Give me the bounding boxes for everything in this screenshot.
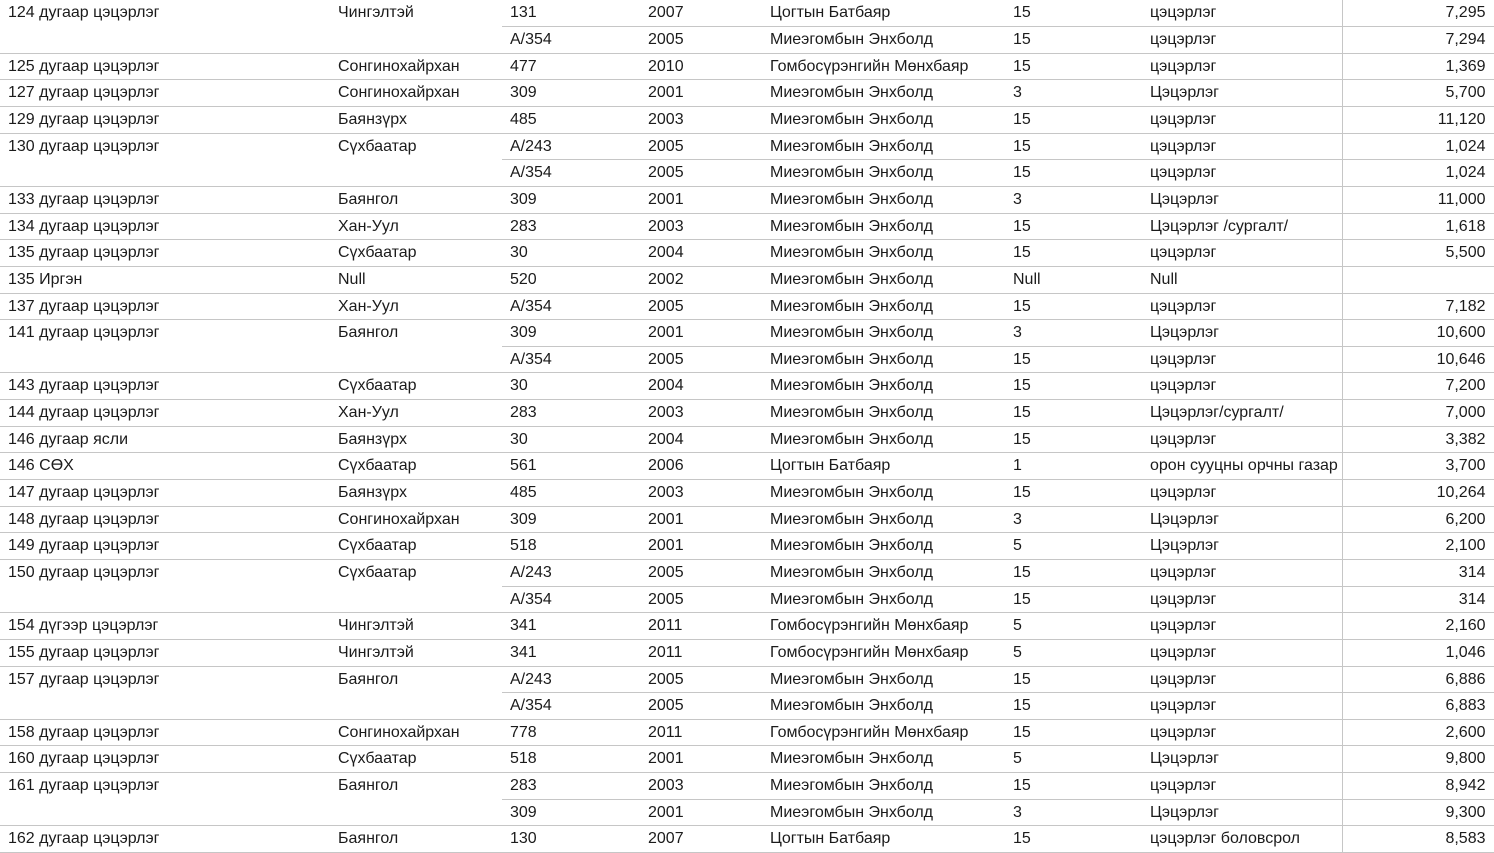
cell-name: 157 дугаар цэцэрлэг (0, 666, 330, 719)
cell-person: Миеэгомбын Энхболд (762, 293, 1005, 320)
cell-district: Хан-Уул (330, 293, 502, 320)
cell-value: 6,886 (1342, 666, 1494, 693)
cell-count: 15 (1005, 586, 1142, 613)
cell-name: 162 дугаар цэцэрлэг (0, 826, 330, 853)
cell-type: цэцэрлэг (1142, 133, 1342, 160)
cell-person: Миеэгомбын Энхболд (762, 133, 1005, 160)
cell-count: 15 (1005, 773, 1142, 800)
cell-value: 7,200 (1342, 373, 1494, 400)
table-row (0, 373, 1494, 400)
cell-name: 127 дугаар цэцэрлэг (0, 80, 330, 107)
cell-person: Цогтын Батбаяр (762, 826, 1005, 853)
cell-value: 11,000 (1342, 186, 1494, 213)
cell-value: 5,700 (1342, 80, 1494, 107)
cell-count: 15 (1005, 426, 1142, 453)
cell-value: 314 (1342, 586, 1494, 613)
cell-name: 161 дугаар цэцэрлэг (0, 773, 330, 826)
cell-year: 2005 (640, 133, 762, 160)
cell-value: 7,295 (1342, 0, 1494, 27)
cell-person: Миеэгомбын Энхболд (762, 746, 1005, 773)
cell-name: 155 дугаар цэцэрлэг (0, 639, 330, 666)
cell-year: 2003 (640, 400, 762, 427)
cell-year: 2002 (640, 266, 762, 293)
cell-district: Сүхбаатар (330, 453, 502, 480)
cell-no: 283 (502, 400, 640, 427)
cell-type: цэцэрлэг (1142, 586, 1342, 613)
cell-name: 147 дугаар цэцэрлэг (0, 480, 330, 507)
cell-count: 15 (1005, 559, 1142, 586)
cell-type: Null (1142, 266, 1342, 293)
cell-no: 131 (502, 0, 640, 27)
cell-count: 3 (1005, 506, 1142, 533)
cell-person: Миеэгомбын Энхболд (762, 346, 1005, 373)
cell-person: Миеэгомбын Энхболд (762, 320, 1005, 347)
cell-person: Миеэгомбын Энхболд (762, 266, 1005, 293)
cell-no: 30 (502, 426, 640, 453)
cell-name: 134 дугаар цэцэрлэг (0, 213, 330, 240)
cell-count: 15 (1005, 107, 1142, 134)
cell-value: 1,024 (1342, 160, 1494, 187)
cell-count: 15 (1005, 133, 1142, 160)
cell-no: А/354 (502, 293, 640, 320)
cell-value: 1,369 (1342, 53, 1494, 80)
cell-name: 150 дугаар цэцэрлэг (0, 559, 330, 612)
cell-person: Гомбосүрэнгийн Мөнхбаяр (762, 613, 1005, 640)
cell-name: 137 дугаар цэцэрлэг (0, 293, 330, 320)
cell-year: 2004 (640, 240, 762, 267)
cell-name: 129 дугаар цэцэрлэг (0, 107, 330, 134)
cell-district: Сүхбаатар (330, 133, 502, 186)
cell-name: 158 дугаар цэцэрлэг (0, 719, 330, 746)
table-row (0, 533, 1494, 560)
cell-year: 2004 (640, 373, 762, 400)
cell-year: 2004 (640, 426, 762, 453)
cell-count: 15 (1005, 826, 1142, 853)
cell-year: 2011 (640, 719, 762, 746)
cell-value: 7,182 (1342, 293, 1494, 320)
cell-no: 485 (502, 480, 640, 507)
table-row (0, 773, 1494, 800)
cell-value: 9,800 (1342, 746, 1494, 773)
cell-value: 6,883 (1342, 693, 1494, 720)
cell-year: 2003 (640, 107, 762, 134)
cell-count: 15 (1005, 0, 1142, 27)
cell-year: 2011 (640, 639, 762, 666)
cell-value: 2,600 (1342, 719, 1494, 746)
table-row (0, 240, 1494, 267)
cell-no: 341 (502, 613, 640, 640)
cell-person: Миеэгомбын Энхболд (762, 27, 1005, 54)
cell-name: 124 дугаар цэцэрлэг (0, 0, 330, 53)
cell-type: орон сууцны орчны газар (1142, 453, 1342, 480)
cell-district: Баянгол (330, 773, 502, 826)
cell-person: Гомбосүрэнгийн Мөнхбаяр (762, 719, 1005, 746)
cell-name: 135 дугаар цэцэрлэг (0, 240, 330, 267)
cell-person: Миеэгомбын Энхболд (762, 373, 1005, 400)
cell-value: 10,264 (1342, 480, 1494, 507)
cell-year: 2005 (640, 160, 762, 187)
cell-value: 8,583 (1342, 826, 1494, 853)
cell-no: 309 (502, 320, 640, 347)
cell-district: Чингэлтэй (330, 639, 502, 666)
cell-count: 15 (1005, 346, 1142, 373)
cell-person: Миеэгомбын Энхболд (762, 773, 1005, 800)
cell-district: Сүхбаатар (330, 746, 502, 773)
cell-year: 2010 (640, 53, 762, 80)
cell-year: 2005 (640, 666, 762, 693)
cell-district: Сонгинохайрхан (330, 506, 502, 533)
cell-year: 2003 (640, 213, 762, 240)
cell-type: цэцэрлэг (1142, 293, 1342, 320)
cell-district: Баянзүрх (330, 480, 502, 507)
cell-no: 30 (502, 373, 640, 400)
cell-year: 2001 (640, 506, 762, 533)
cell-district: Баянгол (330, 186, 502, 213)
cell-no: А/243 (502, 559, 640, 586)
cell-district: Сонгинохайрхан (330, 53, 502, 80)
cell-type: Цэцэрлэг (1142, 320, 1342, 347)
cell-no: 518 (502, 533, 640, 560)
cell-count: 15 (1005, 160, 1142, 187)
cell-value: 5,500 (1342, 240, 1494, 267)
cell-no: А/354 (502, 346, 640, 373)
cell-year: 2001 (640, 799, 762, 826)
cell-no: 778 (502, 719, 640, 746)
cell-person: Миеэгомбын Энхболд (762, 693, 1005, 720)
cell-count: 15 (1005, 719, 1142, 746)
cell-count: 15 (1005, 53, 1142, 80)
cell-name: 154 дүгээр цэцэрлэг (0, 613, 330, 640)
cell-district: Сүхбаатар (330, 373, 502, 400)
cell-no: 309 (502, 799, 640, 826)
cell-year: 2005 (640, 27, 762, 54)
cell-value: 7,000 (1342, 400, 1494, 427)
cell-year: 2005 (640, 559, 762, 586)
cell-year: 2003 (640, 773, 762, 800)
table-row (0, 639, 1494, 666)
cell-type: цэцэрлэг (1142, 639, 1342, 666)
cell-district: Null (330, 266, 502, 293)
cell-no: 341 (502, 639, 640, 666)
cell-year: 2007 (640, 826, 762, 853)
cell-no: А/243 (502, 666, 640, 693)
cell-person: Миеэгомбын Энхболд (762, 80, 1005, 107)
cell-value: 9,300 (1342, 799, 1494, 826)
cell-person: Цогтын Батбаяр (762, 0, 1005, 27)
cell-district: Баянгол (330, 826, 502, 853)
cell-person: Миеэгомбын Энхболд (762, 506, 1005, 533)
cell-year: 2005 (640, 293, 762, 320)
cell-no: 485 (502, 107, 640, 134)
cell-name: 160 дугаар цэцэрлэг (0, 746, 330, 773)
cell-person: Миеэгомбын Энхболд (762, 107, 1005, 134)
cell-year: 2001 (640, 746, 762, 773)
cell-person: Миеэгомбын Энхболд (762, 240, 1005, 267)
cell-count: 15 (1005, 213, 1142, 240)
cell-type: цэцэрлэг (1142, 160, 1342, 187)
cell-year: 2005 (640, 346, 762, 373)
cell-no: 477 (502, 53, 640, 80)
cell-name: 135 Иргэн (0, 266, 330, 293)
table-row (0, 719, 1494, 746)
cell-count: 15 (1005, 400, 1142, 427)
cell-district: Чингэлтэй (330, 0, 502, 53)
cell-no: А/354 (502, 586, 640, 613)
cell-type: цэцэрлэг (1142, 373, 1342, 400)
cell-year: 2001 (640, 80, 762, 107)
cell-count: 15 (1005, 693, 1142, 720)
cell-type: цэцэрлэг (1142, 0, 1342, 27)
cell-person: Миеэгомбын Энхболд (762, 160, 1005, 187)
cell-type: Цэцэрлэг (1142, 799, 1342, 826)
cell-type: цэцэрлэг (1142, 666, 1342, 693)
cell-no: 130 (502, 826, 640, 853)
cell-district: Сүхбаатар (330, 240, 502, 267)
cell-value: 2,160 (1342, 613, 1494, 640)
cell-count: 3 (1005, 320, 1142, 347)
table-row (0, 400, 1494, 427)
cell-count: 15 (1005, 293, 1142, 320)
cell-count: 15 (1005, 666, 1142, 693)
cell-district: Баянгол (330, 320, 502, 373)
cell-person: Миеэгомбын Энхболд (762, 400, 1005, 427)
cell-no: А/243 (502, 133, 640, 160)
cell-type: цэцэрлэг (1142, 107, 1342, 134)
cell-person: Миеэгомбын Энхболд (762, 533, 1005, 560)
cell-no: 520 (502, 266, 640, 293)
cell-district: Баянзүрх (330, 107, 502, 134)
cell-name: 141 дугаар цэцэрлэг (0, 320, 330, 373)
table-row (0, 559, 1494, 586)
table-row (0, 613, 1494, 640)
cell-district: Сонгинохайрхан (330, 719, 502, 746)
cell-value: 6,200 (1342, 506, 1494, 533)
table-row (0, 53, 1494, 80)
table-row (0, 826, 1494, 853)
cell-type: Цэцэрлэг /сургалт/ (1142, 213, 1342, 240)
cell-no: 283 (502, 213, 640, 240)
cell-district: Сүхбаатар (330, 533, 502, 560)
cell-person: Миеэгомбын Энхболд (762, 586, 1005, 613)
cell-district: Сонгинохайрхан (330, 80, 502, 107)
cell-person: Миеэгомбын Энхболд (762, 559, 1005, 586)
cell-value: 3,382 (1342, 426, 1494, 453)
cell-no: 283 (502, 773, 640, 800)
cell-no: 30 (502, 240, 640, 267)
cell-value: 314 (1342, 559, 1494, 586)
cell-type: Цэцэрлэг/сургалт/ (1142, 400, 1342, 427)
cell-no: А/354 (502, 27, 640, 54)
cell-year: 2011 (640, 613, 762, 640)
cell-count: 15 (1005, 480, 1142, 507)
table-row (0, 133, 1494, 160)
cell-year: 2001 (640, 320, 762, 347)
cell-year: 2003 (640, 480, 762, 507)
cell-year: 2005 (640, 586, 762, 613)
cell-person: Цогтын Батбаяр (762, 453, 1005, 480)
table-row (0, 506, 1494, 533)
cell-person: Миеэгомбын Энхболд (762, 213, 1005, 240)
cell-person: Миеэгомбын Энхболд (762, 799, 1005, 826)
cell-count: Null (1005, 266, 1142, 293)
cell-count: 3 (1005, 799, 1142, 826)
table-row (0, 293, 1494, 320)
cell-type: цэцэрлэг (1142, 613, 1342, 640)
cell-person: Миеэгомбын Энхболд (762, 666, 1005, 693)
cell-district: Баянзүрх (330, 426, 502, 453)
cell-district: Сүхбаатар (330, 559, 502, 612)
cell-district: Хан-Уул (330, 400, 502, 427)
table-row (0, 746, 1494, 773)
table-row (0, 80, 1494, 107)
cell-value: 2,100 (1342, 533, 1494, 560)
cell-count: 5 (1005, 746, 1142, 773)
cell-name: 146 дугаар ясли (0, 426, 330, 453)
cell-no: А/354 (502, 160, 640, 187)
cell-value: 10,646 (1342, 346, 1494, 373)
table-row (0, 666, 1494, 693)
cell-value (1342, 266, 1494, 293)
cell-type: цэцэрлэг (1142, 719, 1342, 746)
cell-count: 15 (1005, 373, 1142, 400)
cell-name: 148 дугаар цэцэрлэг (0, 506, 330, 533)
table-row (0, 186, 1494, 213)
cell-type: цэцэрлэг (1142, 27, 1342, 54)
cell-value: 1,046 (1342, 639, 1494, 666)
cell-type: цэцэрлэг (1142, 53, 1342, 80)
cell-year: 2001 (640, 186, 762, 213)
cell-person: Гомбосүрэнгийн Мөнхбаяр (762, 639, 1005, 666)
cell-value: 11,120 (1342, 107, 1494, 134)
cell-type: Цэцэрлэг (1142, 533, 1342, 560)
cell-person: Миеэгомбын Энхболд (762, 480, 1005, 507)
cell-type: цэцэрлэг (1142, 240, 1342, 267)
cell-count: 5 (1005, 639, 1142, 666)
cell-district: Хан-Уул (330, 213, 502, 240)
cell-name: 125 дугаар цэцэрлэг (0, 53, 330, 80)
cell-count: 1 (1005, 453, 1142, 480)
cell-year: 2005 (640, 693, 762, 720)
cell-type: цэцэрлэг (1142, 426, 1342, 453)
table-row (0, 213, 1494, 240)
cell-value: 1,024 (1342, 133, 1494, 160)
cell-no: 309 (502, 186, 640, 213)
table-row (0, 0, 1494, 27)
cell-district: Чингэлтэй (330, 613, 502, 640)
cell-person: Гомбосүрэнгийн Мөнхбаяр (762, 53, 1005, 80)
cell-value: 3,700 (1342, 453, 1494, 480)
cell-name: 133 дугаар цэцэрлэг (0, 186, 330, 213)
cell-name: 146 СӨХ (0, 453, 330, 480)
cell-type: цэцэрлэг боловсрол (1142, 826, 1342, 853)
cell-type: Цэцэрлэг (1142, 80, 1342, 107)
table-row (0, 480, 1494, 507)
cell-type: Цэцэрлэг (1142, 506, 1342, 533)
cell-year: 2006 (640, 453, 762, 480)
cell-type: Цэцэрлэг (1142, 746, 1342, 773)
cell-count: 15 (1005, 27, 1142, 54)
cell-no: 309 (502, 506, 640, 533)
table-row (0, 320, 1494, 347)
cell-type: цэцэрлэг (1142, 559, 1342, 586)
cell-count: 3 (1005, 80, 1142, 107)
cell-name: 130 дугаар цэцэрлэг (0, 133, 330, 186)
table-row (0, 266, 1494, 293)
cell-type: цэцэрлэг (1142, 773, 1342, 800)
cell-no: А/354 (502, 693, 640, 720)
cell-no: 309 (502, 80, 640, 107)
cell-value: 1,618 (1342, 213, 1494, 240)
cell-name: 144 дугаар цэцэрлэг (0, 400, 330, 427)
cell-value: 8,942 (1342, 773, 1494, 800)
cell-count: 5 (1005, 533, 1142, 560)
table-row (0, 453, 1494, 480)
cell-count: 5 (1005, 613, 1142, 640)
cell-type: цэцэрлэг (1142, 693, 1342, 720)
cell-value: 7,294 (1342, 27, 1494, 54)
cell-district: Баянгол (330, 666, 502, 719)
cell-type: Цэцэрлэг (1142, 186, 1342, 213)
cell-name: 149 дугаар цэцэрлэг (0, 533, 330, 560)
cell-person: Миеэгомбын Энхболд (762, 186, 1005, 213)
table-row (0, 426, 1494, 453)
cell-no: 561 (502, 453, 640, 480)
cell-count: 15 (1005, 240, 1142, 267)
table-row (0, 107, 1494, 134)
cell-year: 2001 (640, 533, 762, 560)
cell-name: 143 дугаар цэцэрлэг (0, 373, 330, 400)
cell-count: 3 (1005, 186, 1142, 213)
cell-type: цэцэрлэг (1142, 346, 1342, 373)
cell-no: 518 (502, 746, 640, 773)
cell-type: цэцэрлэг (1142, 480, 1342, 507)
cell-year: 2007 (640, 0, 762, 27)
cell-person: Миеэгомбын Энхболд (762, 426, 1005, 453)
cell-value: 10,600 (1342, 320, 1494, 347)
